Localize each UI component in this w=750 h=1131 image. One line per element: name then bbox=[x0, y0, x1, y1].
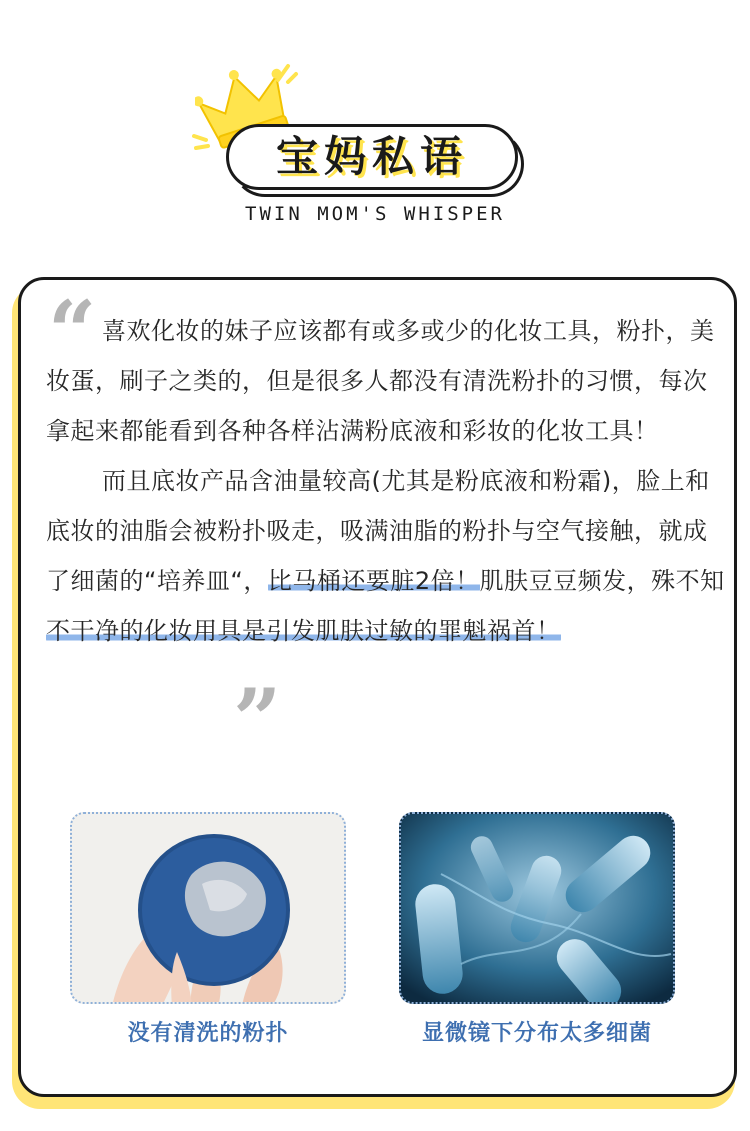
open-quote-icon: “ bbox=[48, 282, 97, 381]
dirty-puff-illustration bbox=[72, 814, 346, 1004]
paragraph-2-mid: 肌肤豆豆频发，殊不知 bbox=[479, 567, 725, 595]
paragraph-1: 喜欢化妆的妹子应该都有或多或少的化妆工具，粉扑，美妆蛋，刷子之类的，但是很多人都没有清洗粉扑的习惯，每次拿起来都能看到各种各样沾满粉底液和彩妆的化妆工具！ bbox=[46, 317, 715, 445]
sparkle-icon bbox=[190, 130, 220, 154]
article-body bbox=[46, 306, 726, 656]
dirty-puff-image bbox=[70, 812, 346, 1004]
page-subtitle: TWIN MOM'S WHISPER bbox=[245, 203, 505, 225]
page-title: 宝妈私语 bbox=[275, 132, 468, 181]
highlight-allergy-cause: 不干净的化妆用具是引发肌肤过敏的罪魁祸首！ bbox=[46, 617, 561, 645]
sparkle-icon bbox=[274, 62, 300, 84]
caption-dirty-puff: 没有清洗的粉扑 bbox=[127, 1021, 289, 1046]
highlight-dirty-toilet: 比马桶还要脏2倍！ bbox=[267, 567, 480, 595]
header bbox=[0, 0, 750, 250]
caption-bacteria: 显微镜下分布太多细菌 bbox=[421, 1021, 652, 1046]
close-quote-icon: ” bbox=[233, 670, 282, 769]
bacteria-image bbox=[399, 812, 675, 1004]
paragraph-2-text: 而且底妆产品含油量较高(尤其是粉底液和粉霜)，脸上和底妆的油脂会被粉扑吸走，吸满油脂的粉扑与空气接触，就成了细菌的“培养皿“， bbox=[46, 467, 710, 595]
paragraph-2 bbox=[46, 456, 726, 656]
bacteria-illustration bbox=[401, 814, 675, 1004]
